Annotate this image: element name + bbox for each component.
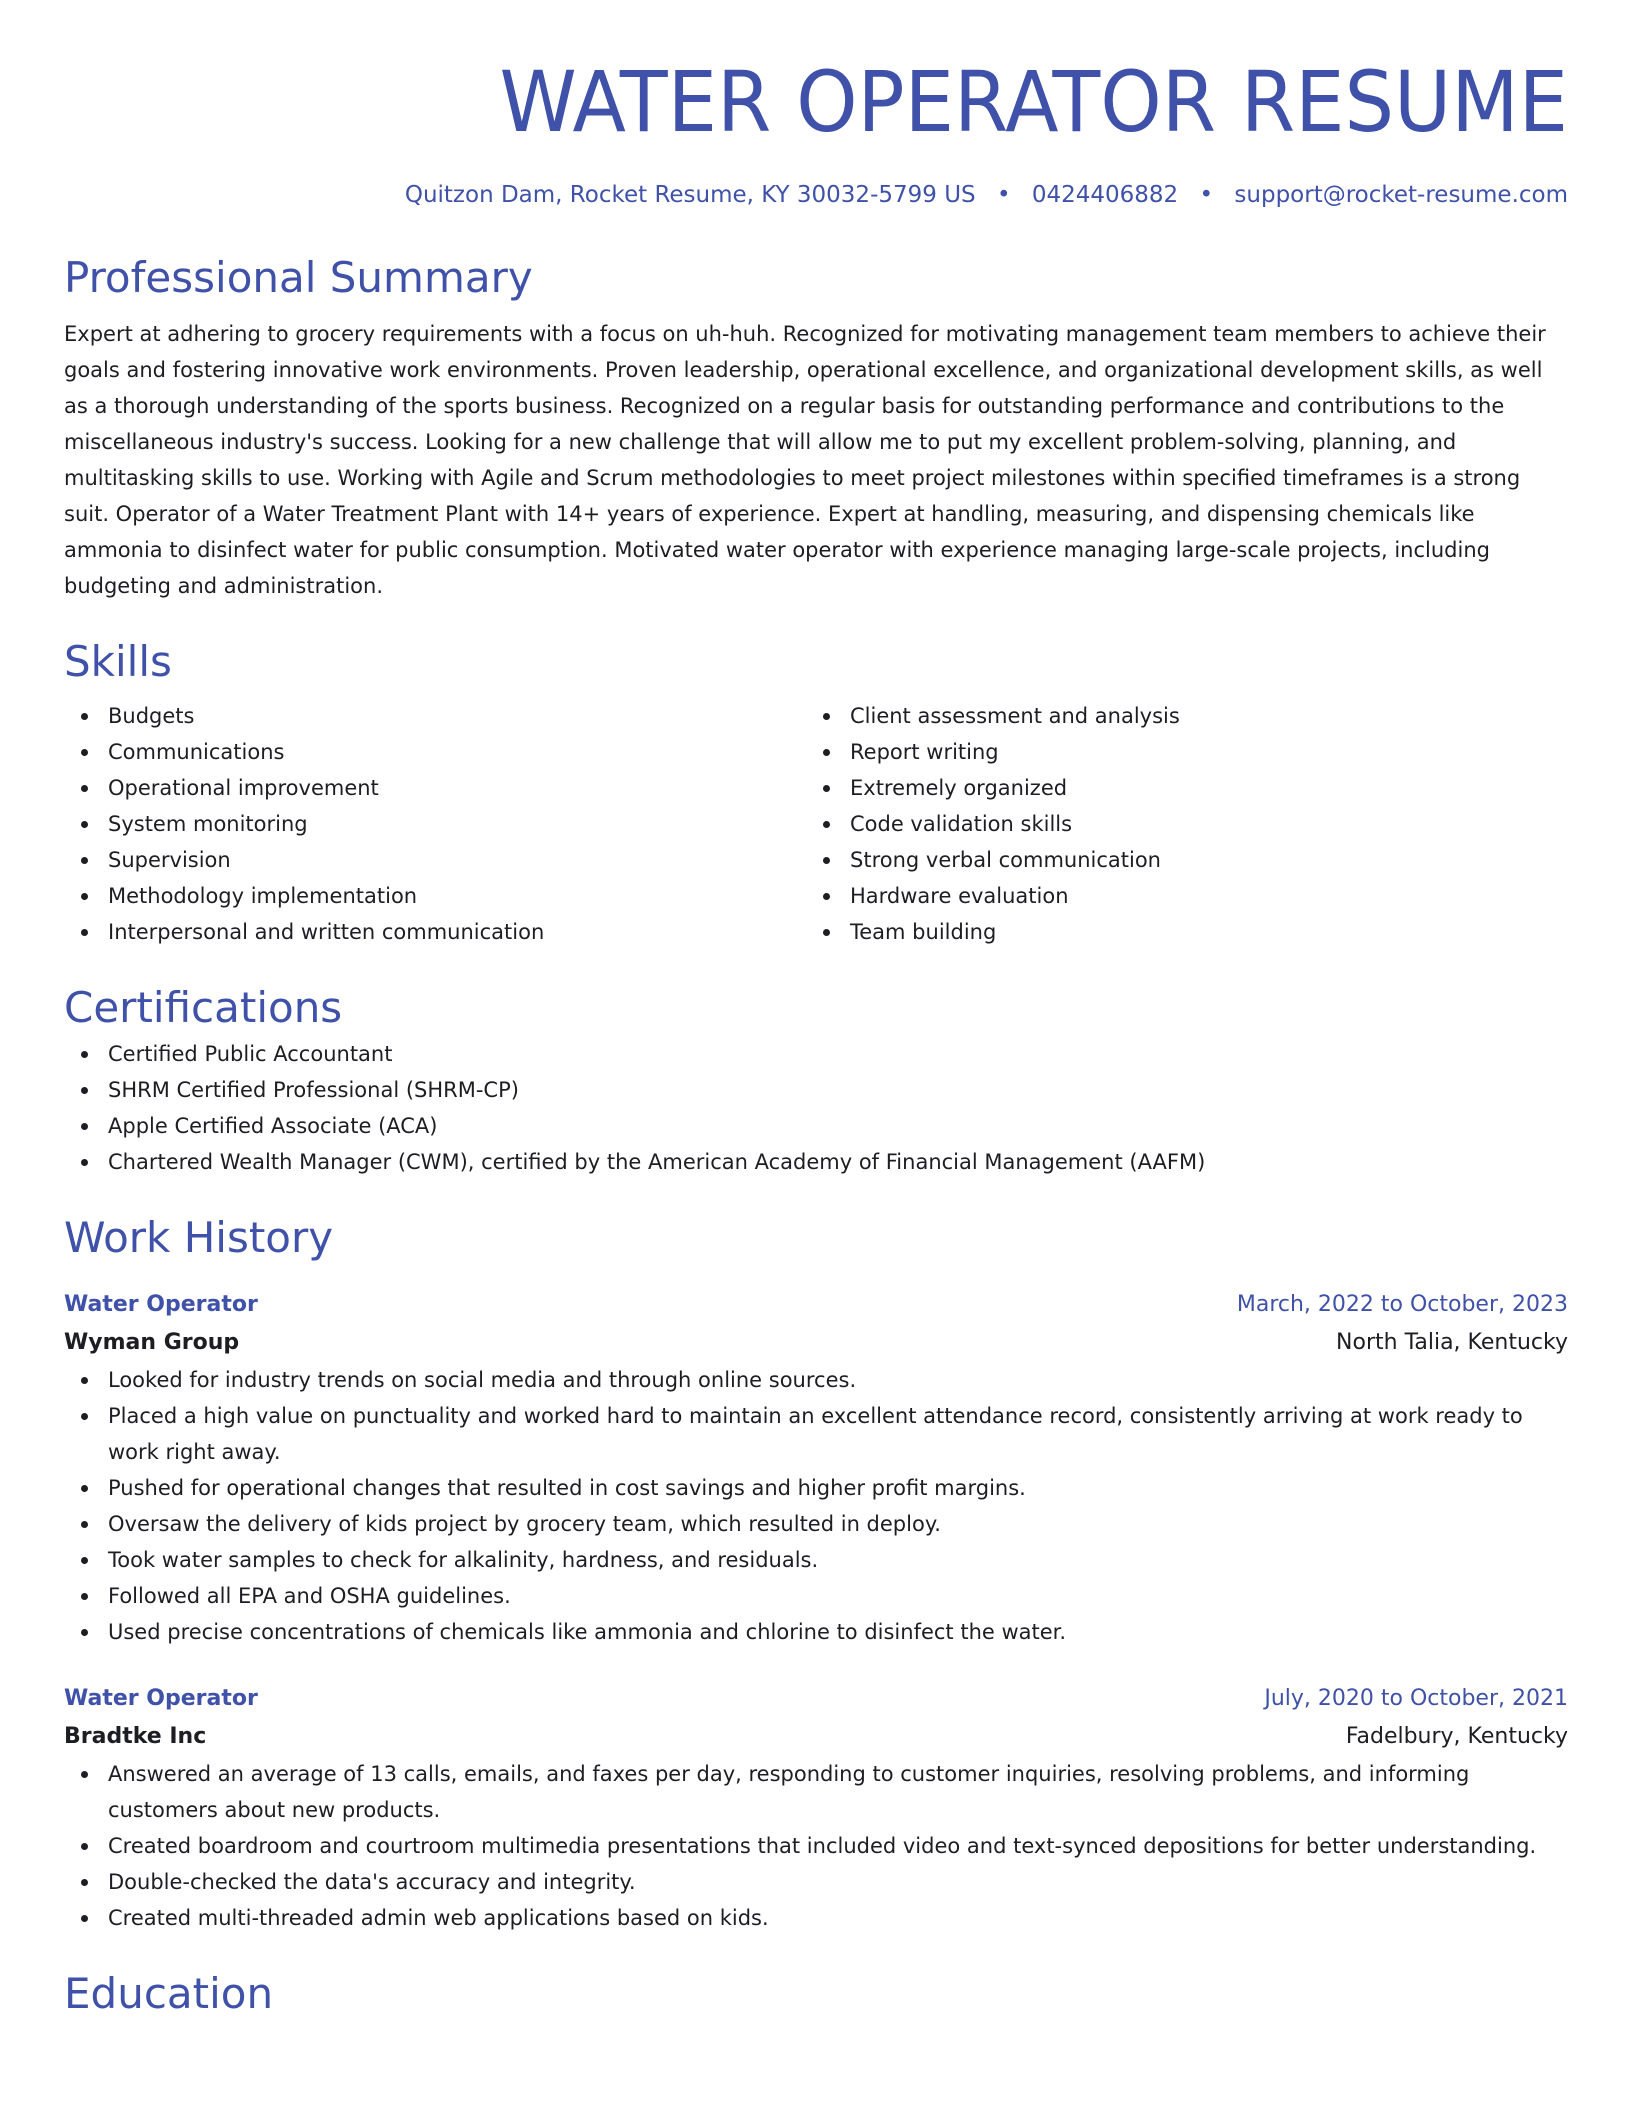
skills-list-right [806,698,1548,950]
job-company: Wyman Group [64,1330,240,1355]
job-header-row [64,1680,1568,1718]
contact-address: Quitzon Dam, Rocket Resume, KY 30032-5799 US [404,182,976,208]
job-bullet: Placed a high value on punctuality and worked hard to maintain an excellent attendance record, consistently arriving at work ready to work right away. [64,1398,1568,1470]
job-title: Water Operator [64,1686,258,1711]
resume-header [64,0,1568,212]
contact-email: support@rocket-resume.com [1234,182,1568,208]
job-company-row [64,1324,1568,1362]
skill-item: System monitoring [64,806,806,842]
skill-item: Report writing [806,734,1548,770]
skill-item: Extremely organized [806,770,1548,806]
section-title-education: Education [64,1969,274,2018]
skills-list-left [64,698,806,950]
resume-title: WATER OPERATOR RESUME [499,53,1568,151]
certifications-section [64,980,1568,1180]
contact-separator: • [1199,182,1214,208]
skill-item: Code validation skills [806,806,1548,842]
job-company-row [64,1718,1568,1756]
contact-phone: 0424406882 [1031,182,1179,208]
contact-line [64,178,1568,212]
job-location: Fadelbury, Kentucky [1345,1724,1568,1749]
skill-item: Team building [806,914,1548,950]
contact-separator: • [996,182,1011,208]
skill-item: Operational improvement [64,770,806,806]
skills-columns [64,698,1568,950]
section-title-certifications: Certifications [64,983,343,1032]
skills-column-left [64,698,806,950]
job-bullet: Followed all EPA and OSHA guidelines. [64,1578,1568,1614]
job-bullet: Looked for industry trends on social media and through online sources. [64,1362,1568,1398]
section-title-work-history: Work History [64,1213,334,1262]
professional-summary-section [64,250,1568,604]
job-dates: March, 2022 to October, 2023 [1236,1292,1568,1317]
skills-section [64,634,1568,950]
job-bullet: Oversaw the delivery of kids project by grocery team, which resulted in deploy. [64,1506,1568,1542]
job-bullet: Used precise concentrations of chemicals like ammonia and chlorine to disinfect the water. [64,1614,1568,1650]
certification-item: SHRM Certified Professional (SHRM-CP) [64,1072,1568,1108]
skill-item: Strong verbal communication [806,842,1548,878]
education-section [64,1966,1568,2022]
job-entry [64,1286,1568,1650]
certifications-list [64,1036,1568,1180]
job-entry [64,1680,1568,1936]
section-title-summary: Professional Summary [64,253,533,302]
section-title-skills: Skills [64,637,172,686]
certification-item: Apple Certified Associate (ACA) [64,1108,1568,1144]
job-bullet: Took water samples to check for alkalinity, hardness, and residuals. [64,1542,1568,1578]
job-bullet: Double-checked the data's accuracy and integrity. [64,1864,1568,1900]
job-title: Water Operator [64,1292,258,1317]
job-dates: July, 2020 to October, 2021 [1264,1686,1568,1711]
skill-item: Budgets [64,698,806,734]
job-company: Bradtke Inc [64,1724,207,1749]
job-bullet-list [64,1362,1568,1650]
skill-item: Client assessment and analysis [806,698,1548,734]
skill-item: Communications [64,734,806,770]
certification-item: Chartered Wealth Manager (CWM), certified by the American Academy of Financial Management (AAFM) [64,1144,1568,1180]
work-history-section [64,1210,1568,1936]
job-bullet: Answered an average of 13 calls, emails, and faxes per day, responding to customer inquiries, resolving problems, and informing customers about new products. [64,1756,1568,1828]
job-bullet-list [64,1756,1568,1936]
skill-item: Hardware evaluation [806,878,1548,914]
job-location: North Talia, Kentucky [1336,1330,1568,1355]
skill-item: Methodology implementation [64,878,806,914]
skill-item: Interpersonal and written communication [64,914,806,950]
summary-text: Expert at adhering to grocery requirements with a focus on uh-huh. Recognized for motivating management team members to achieve their goals and fostering innovative work environments. Proven leadership, operational excellence, and organizational development skills, as well as a thorough understanding of the sports business. Recognized on a regular basis for outstanding performance and contributions to the miscellaneous industry's success. Looking for a new challenge that will allow me to put my excellent problem-solving, planning, and multitasking skills to use. Working with Agile and Scrum methodologies to meet project milestones within specified timeframes is a strong suit. Operator of a Water Treatment Plant with 14+ years of experience. Expert at handling, measuring, and dispensing chemicals like ammonia to disinfect water for public consumption. Motivated water operator with experience managing large-scale projects, including budgeting and administration. [64,322,1546,598]
job-bullet: Created boardroom and courtroom multimedia presentations that included video and text-synced depositions for better understanding. [64,1828,1568,1864]
certification-item: Certified Public Accountant [64,1036,1568,1072]
skill-item: Supervision [64,842,806,878]
job-bullet: Created multi-threaded admin web applications based on kids. [64,1900,1568,1936]
skills-column-right [806,698,1548,950]
job-header-row [64,1286,1568,1324]
job-bullet: Pushed for operational changes that resulted in cost savings and higher profit margins. [64,1470,1568,1506]
